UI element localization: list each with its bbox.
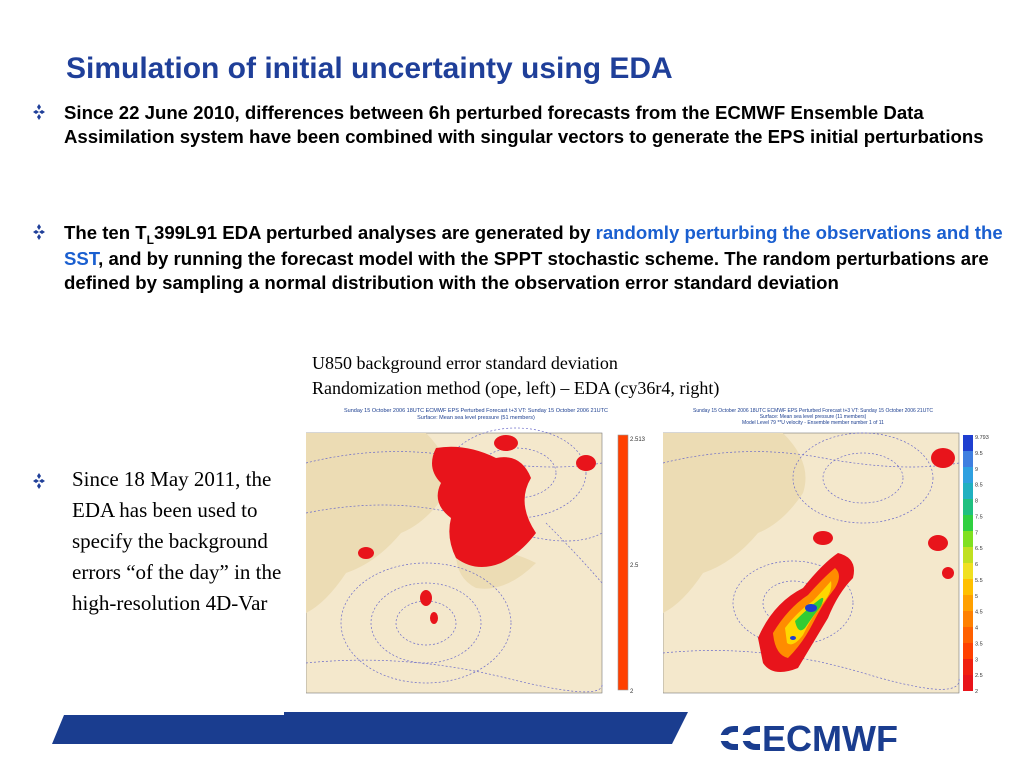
slide-title: Simulation of initial uncertainty using EDA [66,52,673,85]
caption-line: Randomization method (ope, left) – EDA (cy36r4, right) [312,378,720,398]
scale-label: 5.5 [975,577,983,584]
map-figure [663,403,1008,695]
bullet-eda-analyses [30,221,1010,295]
scale-label: 3 [975,657,979,664]
bullet-eda-4dvar [30,464,290,619]
color-scale-bar [618,435,628,690]
scale-label: 4 [975,625,979,632]
scale-label: 9.5 [975,450,983,457]
figure-caption [312,351,719,401]
scale-label: 2.5 [630,563,639,569]
scale-label: 9.793 [975,435,989,441]
scale-label: 6 [975,562,979,568]
bullet-text [64,221,1010,295]
scale-label: 6.5 [975,546,983,553]
map-figure [306,403,651,695]
highlighted-text: randomly perturbing the observations and the SST [64,222,1003,269]
scale-label: 4.5 [975,609,983,616]
scale-label: 8.5 [975,482,983,489]
scale-label: 2.513 [630,437,646,443]
scale-label: 3.5 [975,641,983,648]
scale-label: 7 [975,530,979,537]
scale-label: 2 [975,689,979,695]
bullet-eda-perturbations [30,101,1010,149]
diamond-bullet-icon [30,470,48,492]
diamond-bullet-icon [30,221,48,243]
scale-label: 7.5 [975,514,983,521]
bullet-text-part: 399L91 EDA perturbed analyses are generated by [153,222,596,243]
scale-label: 9 [975,466,979,473]
ecmwf-logo [718,722,960,754]
scale-label: 2 [630,689,634,695]
map-header: Model Level 79 **U velocity - Ensemble member number 1 of 11 [742,420,884,426]
color-scale-bar [963,435,973,691]
bullet-text: Since 22 June 2010, differences between 6h perturbed forecasts from the ECMWF Ensemble Data Assimilation system have been combined with singular vectors to generate the EPS initial perturbations [64,102,984,147]
map-header: Sunday 15 October 2006 18UTC ECMWF EPS Perturbed Forecast t+3 VT: Sunday 15 October 2006 21UTC [693,408,933,414]
map-header: Surface: Mean sea level pressure (11 members) [759,414,867,420]
bullet-text-part: The ten T [64,222,147,243]
subscript-l: L [146,233,154,247]
map-header: Surface: Mean sea level pressure (51 members) [417,415,535,421]
map-randomization-method [306,403,651,695]
scale-label: 8 [975,498,979,505]
diamond-bullet-icon [30,101,48,123]
bullet-text: Since 18 May 2011, the EDA has been used to specify the background errors “of the day” in the high-resolution 4D-Var [72,467,282,615]
map-header: Sunday 15 October 2006 18UTC ECMWF EPS Perturbed Forecast t+3 VT: Sunday 15 October 2006 21UTC [344,408,608,414]
logo-text: ECMWF [762,722,898,754]
scale-labels [975,435,989,695]
caption-line: U850 background error standard deviation [312,353,618,373]
scale-label: 5 [975,593,979,600]
scale-label: 2.5 [975,673,983,680]
map-eda-cy36r4 [663,403,1008,695]
bullet-text-part: , and by running the forecast model with the SPPT stochastic scheme. The random perturbations are defined by sampling a normal distribution with the observation error standard deviation [64,248,989,293]
